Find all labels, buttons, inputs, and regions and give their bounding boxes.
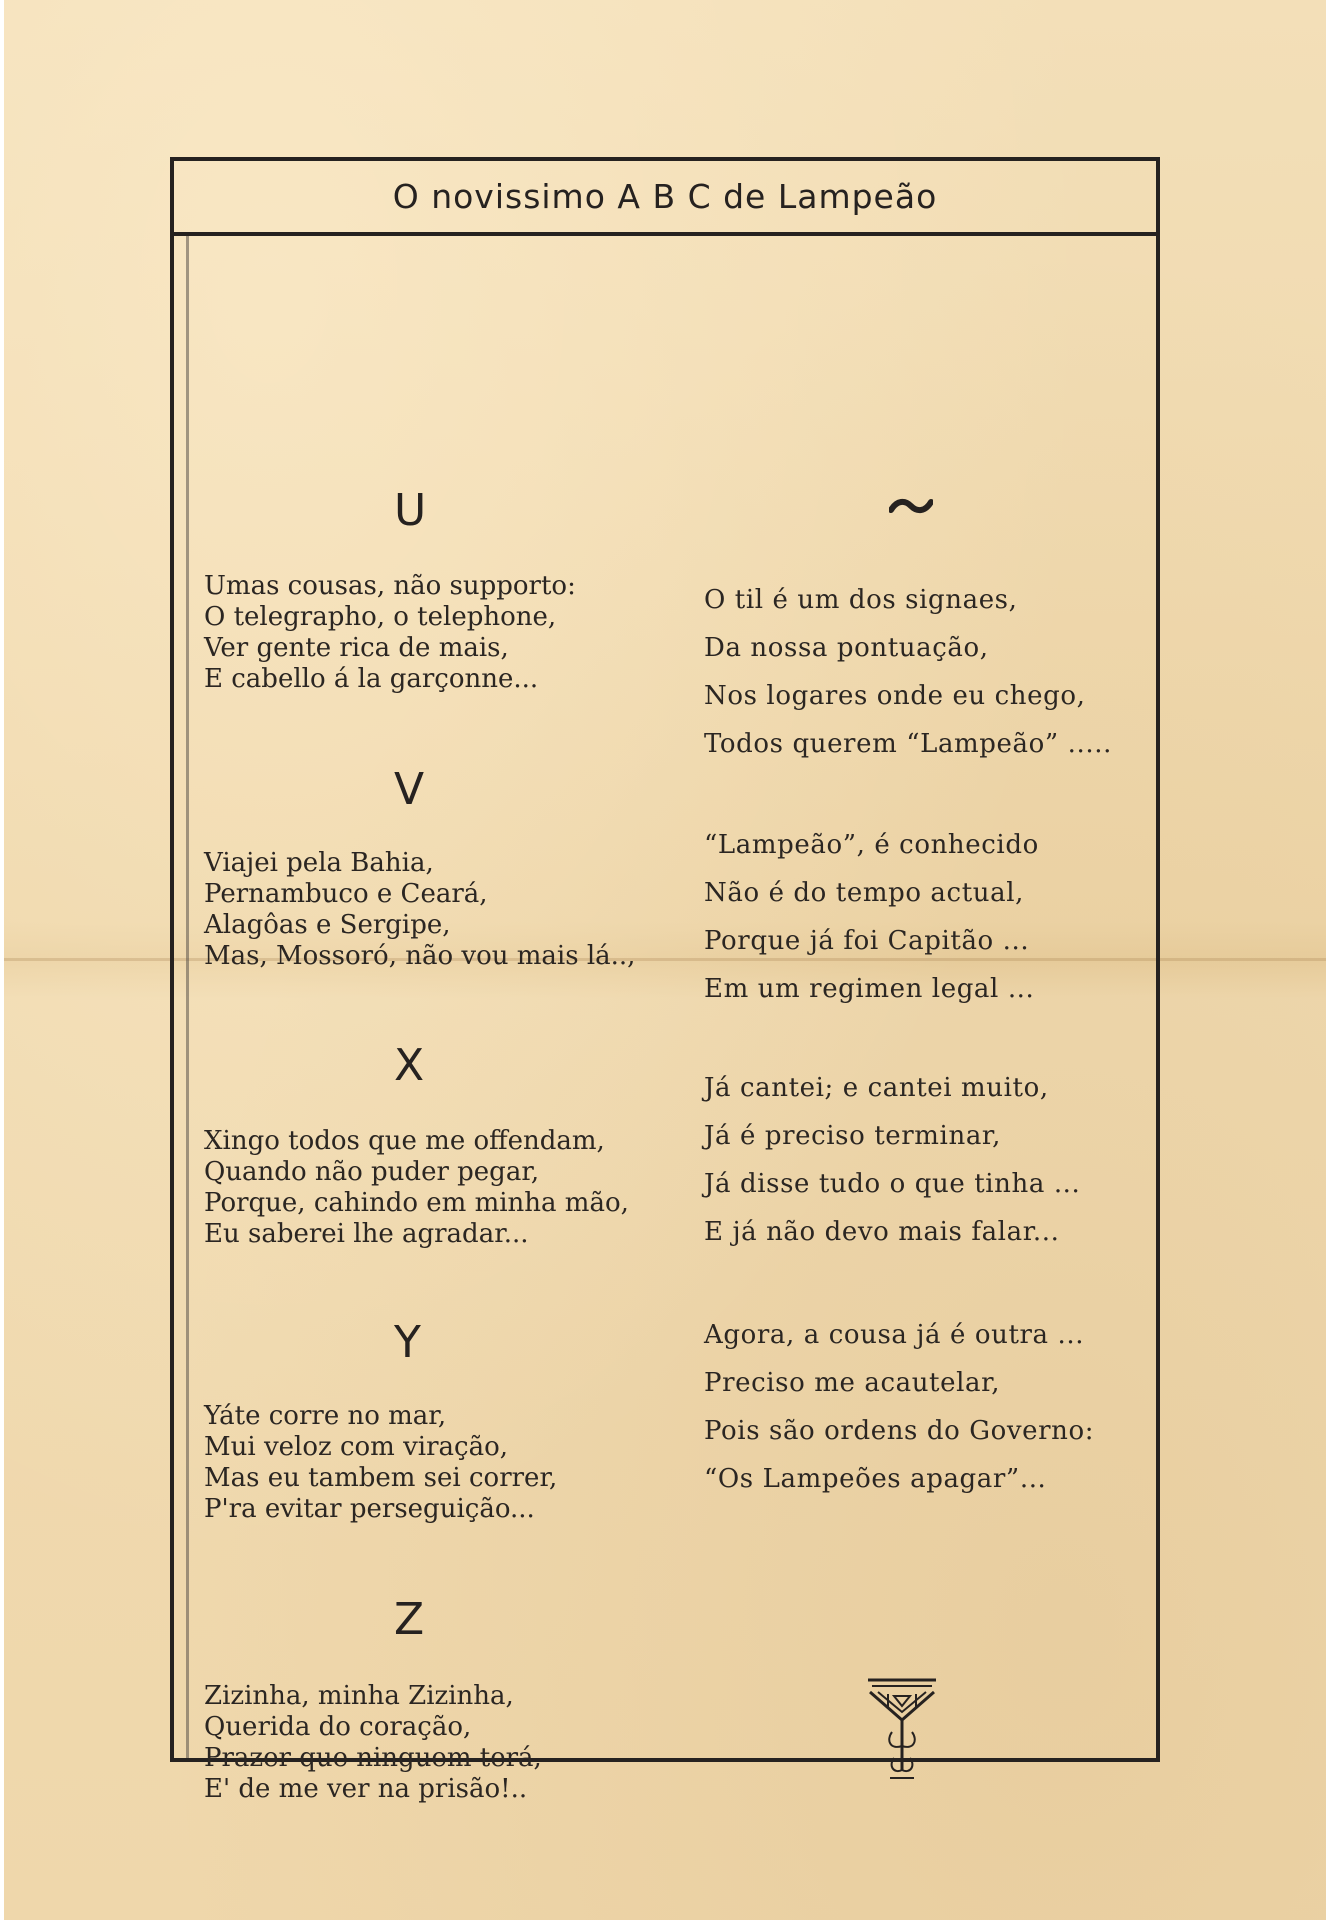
verse-line: Porque já foi Capitão ... bbox=[704, 926, 1030, 956]
stanza-u bbox=[204, 571, 576, 695]
section-letter-x: X bbox=[394, 1040, 425, 1091]
verse-line: Preciso me acautelar, bbox=[704, 1368, 1001, 1398]
verse-line: E' de me ver na prisão!.. bbox=[204, 1774, 528, 1804]
tilde-icon bbox=[889, 498, 933, 516]
stanza-til-4 bbox=[704, 1311, 1094, 1503]
verse-line: Porque, cahindo em minha mão, bbox=[204, 1188, 629, 1218]
verse-line: Já cantei; e cantei muito, bbox=[704, 1073, 1049, 1103]
verse-line: E cabello á la garçonne... bbox=[204, 664, 539, 694]
stanza-x bbox=[204, 1126, 629, 1250]
verse-line: Nos logares onde eu chego, bbox=[704, 681, 1086, 711]
verse-line: Mas eu tambem sei correr, bbox=[204, 1463, 558, 1493]
verse-line: Já é preciso terminar, bbox=[704, 1121, 1001, 1151]
verse-line: Quando não puder pegar, bbox=[204, 1157, 540, 1187]
verse-line: Umas cousas, não supporto: bbox=[204, 571, 576, 601]
section-letter-u: U bbox=[394, 485, 427, 536]
verse-line: Alagôas e Sergipe, bbox=[204, 910, 451, 940]
verse-line: Eu saberei lhe agradar... bbox=[204, 1219, 529, 1249]
verse-line: “Lampeão”, é conhecido bbox=[704, 830, 1039, 860]
verse-line: Agora, a cousa já é outra ... bbox=[704, 1320, 1085, 1350]
verse-line: Da nossa pontuação, bbox=[704, 633, 989, 663]
verse-line: Querida do coração, bbox=[204, 1712, 472, 1742]
page-frame bbox=[170, 157, 1160, 1804]
verse-line: Pernambuco e Ceará, bbox=[204, 879, 488, 909]
stanza-z bbox=[204, 1681, 542, 1805]
verse-line: Viajei pela Bahia, bbox=[204, 848, 434, 878]
section-letter-y: Y bbox=[394, 1317, 421, 1368]
paper-sheet bbox=[4, 0, 1326, 1920]
section-letter-z: Z bbox=[394, 1594, 425, 1645]
page-title: O novissimo A B C de Lampeão bbox=[392, 177, 938, 216]
verse-line: Em um regimen legal ... bbox=[704, 974, 1035, 1004]
stanza-til-2 bbox=[704, 821, 1039, 1013]
ornament-monogram-icon bbox=[864, 1674, 940, 1784]
verse-line: O telegrapho, o telephone, bbox=[204, 602, 557, 632]
verse-line: Não é do tempo actual, bbox=[704, 878, 1024, 908]
verse-line: Já disse tudo o que tinha ... bbox=[704, 1169, 1081, 1199]
verse-line: O til é um dos signaes, bbox=[704, 585, 1018, 615]
stanza-v bbox=[204, 848, 635, 972]
verse-line: Xingo todos que me offendam, bbox=[204, 1126, 605, 1156]
verse-line: “Os Lampeões apagar”... bbox=[704, 1464, 1047, 1494]
verse-line: Todos querem “Lampeão” ..... bbox=[704, 729, 1112, 759]
section-letter-v: V bbox=[394, 764, 425, 815]
verse-line: Prazer que ninguem terá, bbox=[204, 1743, 542, 1773]
stanza-til-1 bbox=[704, 576, 1112, 768]
stanza-til-3 bbox=[704, 1064, 1080, 1256]
verse-line: E já não devo mais falar... bbox=[704, 1217, 1060, 1247]
verse-line: P'ra evitar perseguição... bbox=[204, 1494, 535, 1524]
verse-line: Ver gente rica de mais, bbox=[204, 633, 509, 663]
title-band bbox=[174, 161, 1156, 236]
inner-rule-left bbox=[186, 236, 189, 1758]
verse-line: Yáte corre no mar, bbox=[204, 1401, 447, 1431]
verse-line: Mas, Mossoró, não vou mais lá.., bbox=[204, 941, 636, 971]
verse-line: Zizinha, minha Zizinha, bbox=[204, 1681, 514, 1711]
stanza-y bbox=[204, 1401, 557, 1525]
verse-line: Mui veloz com viração, bbox=[204, 1432, 509, 1462]
verse-line: Pois são ordens do Governo: bbox=[704, 1416, 1095, 1446]
